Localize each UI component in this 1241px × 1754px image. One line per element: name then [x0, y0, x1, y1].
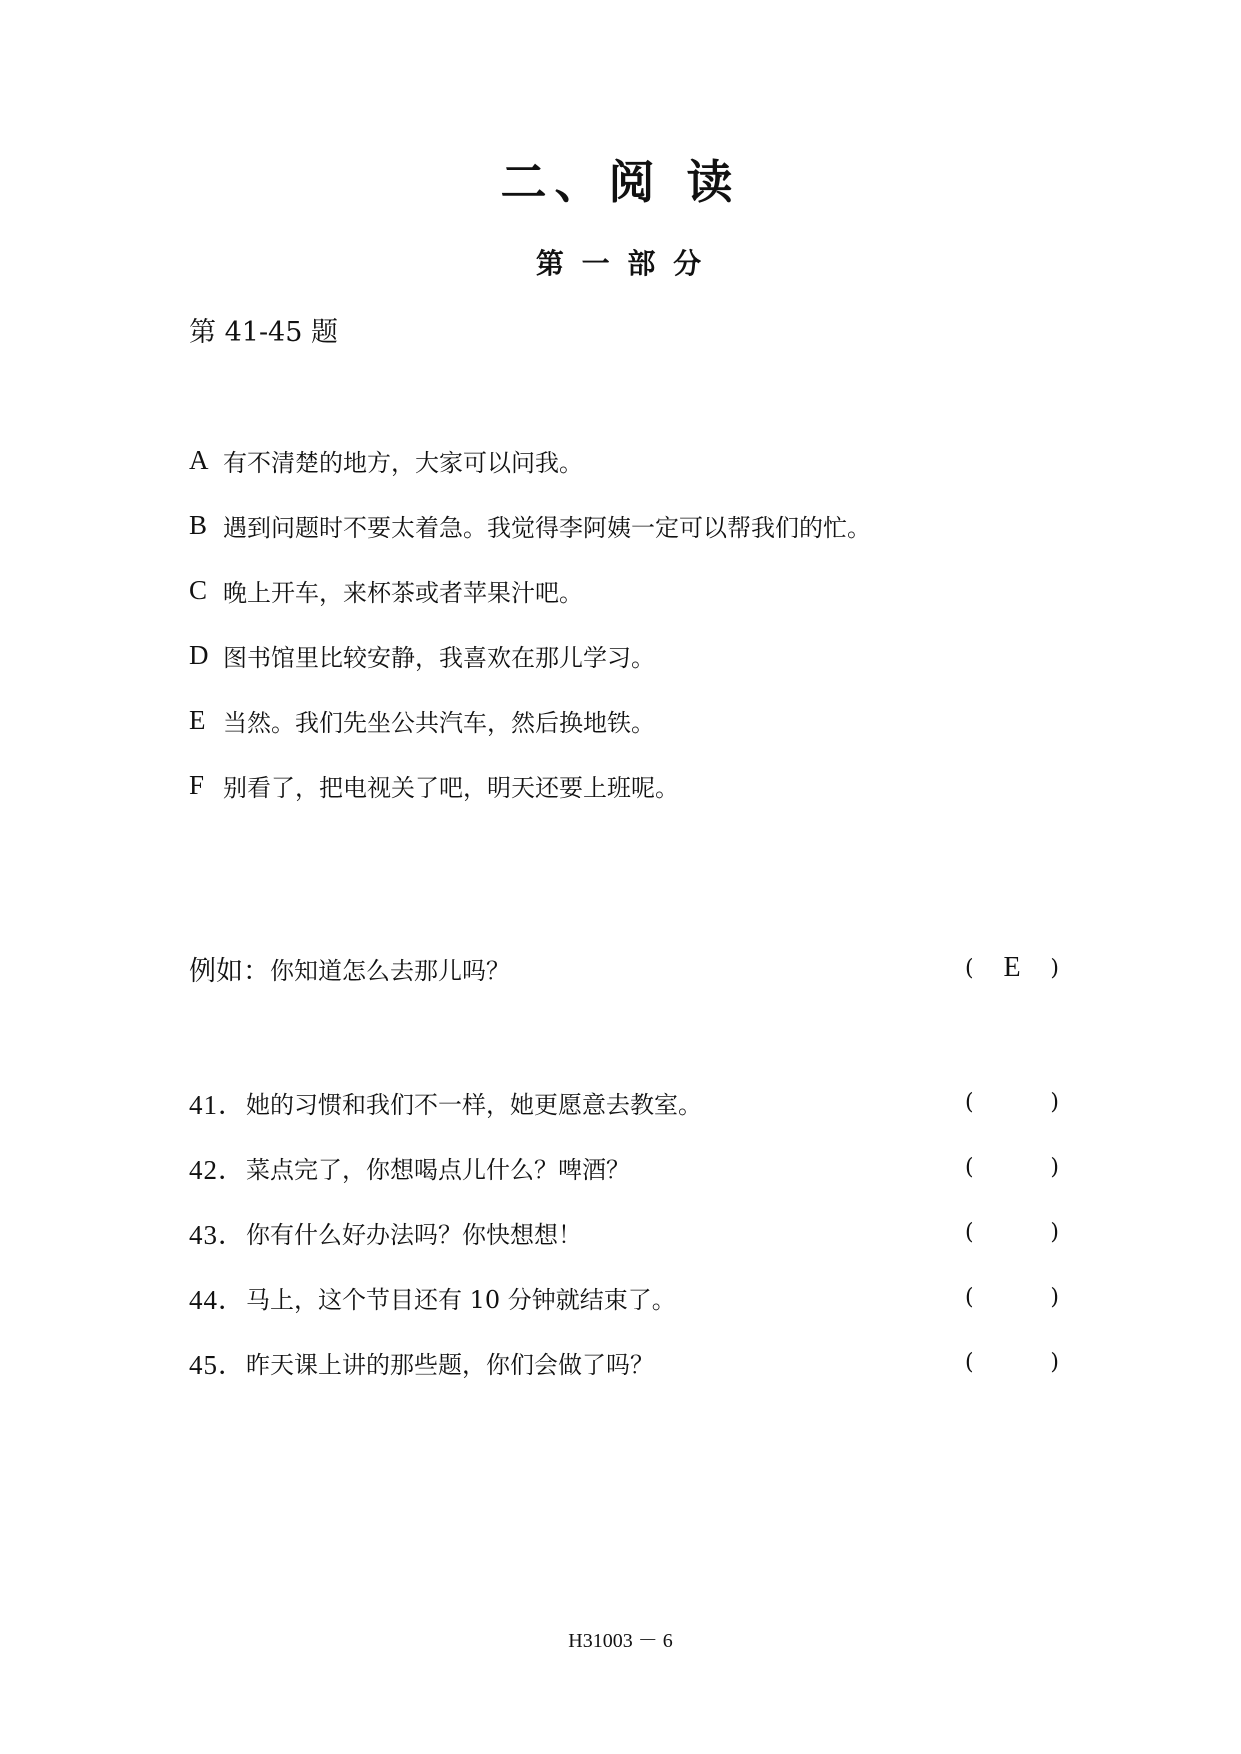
part-title: 第 一 部 分 [535, 247, 706, 280]
question-42 [189, 1135, 1059, 1200]
answer-blank[interactable] [965, 1080, 1059, 1124]
option-d [189, 623, 1089, 688]
close-paren: ) [1050, 1154, 1059, 1180]
question-number: 44． [189, 1285, 246, 1315]
answer-blank[interactable] [965, 1275, 1059, 1319]
answer-blank[interactable] [965, 1340, 1059, 1384]
example-question [189, 946, 1059, 990]
option-f [189, 753, 1089, 818]
question-text: 马上，这个节目还有 10 分钟就结束了。 [246, 1286, 676, 1314]
option-letter: B [189, 510, 208, 540]
open-paren: ( [965, 1219, 974, 1245]
question-45 [189, 1330, 1059, 1395]
option-text: 图书馆里比较安静，我喜欢在那儿学习。 [223, 644, 655, 672]
option-text: 别看了，把电视关了吧，明天还要上班呢。 [223, 774, 679, 802]
option-c [189, 558, 1089, 623]
open-paren: ( [965, 955, 974, 981]
close-paren: ) [1050, 1089, 1059, 1115]
open-paren: ( [965, 1284, 974, 1310]
option-letter: D [189, 640, 209, 670]
example-label: 例如： [189, 955, 270, 987]
option-letter: A [189, 445, 209, 475]
option-text: 遇到问题时不要太着急。我觉得李阿姨一定可以帮我们的忙。 [223, 514, 871, 542]
questions-list [189, 1070, 1059, 1395]
question-text: 她的习惯和我们不一样，她更愿意去教室。 [246, 1091, 702, 1119]
option-letter: C [189, 575, 208, 605]
example-answer: E [1003, 952, 1021, 983]
question-range-label: 第 41-45 题 [189, 317, 339, 348]
answer-options-list [189, 428, 1089, 818]
close-paren: ) [1050, 1219, 1059, 1245]
option-letter: F [189, 770, 205, 800]
question-number: 45． [189, 1350, 246, 1380]
question-text: 昨天课上讲的那些题，你们会做了吗？ [246, 1351, 654, 1379]
question-41 [189, 1070, 1059, 1135]
close-paren: ) [1050, 955, 1059, 981]
open-paren: ( [965, 1089, 974, 1115]
example-text: 你知道怎么去那儿吗？ [270, 956, 510, 985]
question-text: 你有什么好办法吗？你快想想！ [246, 1221, 582, 1249]
option-b [189, 493, 1089, 558]
close-paren: ) [1050, 1284, 1059, 1310]
question-number: 41． [189, 1090, 246, 1120]
question-43 [189, 1200, 1059, 1265]
question-number: 43． [189, 1220, 246, 1250]
question-number: 42． [189, 1155, 246, 1185]
option-text: 有不清楚的地方，大家可以问我。 [223, 449, 583, 477]
option-e [189, 688, 1089, 753]
answer-blank[interactable] [965, 1145, 1059, 1189]
page-footer: H31003 － 6 [568, 1630, 673, 1652]
question-text: 菜点完了，你想喝点儿什么？啤酒？ [246, 1156, 630, 1184]
option-text: 晚上开车，来杯茶或者苹果汁吧。 [223, 579, 583, 607]
option-text: 当然。我们先坐公共汽车，然后换地铁。 [223, 709, 655, 737]
option-a [189, 428, 1089, 493]
open-paren: ( [965, 1349, 974, 1375]
section-title: 二、阅 读 [500, 155, 741, 209]
question-44 [189, 1265, 1059, 1330]
example-answer-box [965, 946, 1059, 990]
open-paren: ( [965, 1154, 974, 1180]
answer-blank[interactable] [965, 1210, 1059, 1254]
option-letter: E [189, 705, 206, 735]
close-paren: ) [1050, 1349, 1059, 1375]
